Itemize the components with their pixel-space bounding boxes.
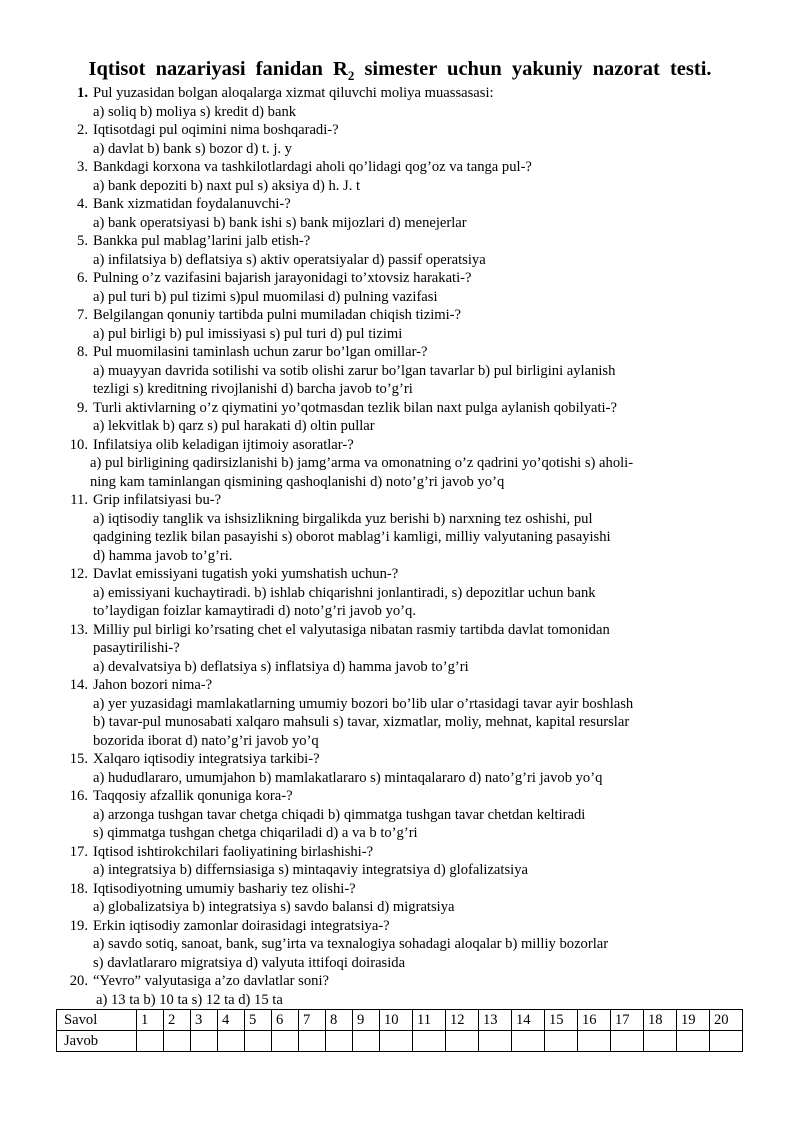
question-number: 17.	[69, 843, 88, 860]
answer-options: a) soliq b) moliya s) kredit d) bank	[93, 103, 297, 120]
answer-options: a) savdo sotiq, sanoat, bank, sug’irta va texnalogiya sohadagi aloqalar b) milliy bozorlar s) davlatlararo migratsiya d) valyuta ittifoqi doirasida	[93, 936, 609, 971]
question-item	[0, 232, 800, 269]
answer-options: a) pul birligining qadirsizlanishi b) jamg’arma va omonatning o’z qadrini yo’qotishi s) aholi- ning kam taminlangan qismining qashoqlanishi d) noto’g’ri javob yo’q	[90, 455, 634, 490]
question-number: 7.	[77, 307, 88, 323]
question-text: Iqtisodiyotning umumiy bashariy tez olishi-?	[93, 880, 356, 897]
question-text: Turli aktivlarning o’z qiymatini yo’qotmasdan tezlik bilan naxt pulga aylanish qobilyati-?	[93, 399, 617, 416]
answer-cell[interactable]	[413, 1031, 446, 1052]
question-number: 4.	[77, 196, 88, 212]
question-item	[0, 787, 800, 843]
question-item	[0, 676, 800, 750]
title-main: Iqtisot nazariyasi fanidan R	[88, 58, 348, 80]
answer-cell[interactable]	[446, 1031, 479, 1052]
question-item	[0, 195, 800, 232]
answer-table	[56, 1009, 743, 1052]
question-row-label: Savol	[57, 1010, 137, 1031]
answer-options: a) hududlararo, umumjahon b) mamlakatlararo s) mintaqalararo d) nato’g’ri javob yo’q	[93, 769, 603, 786]
answer-cell[interactable]	[710, 1031, 743, 1052]
answer-cell[interactable]	[245, 1031, 272, 1052]
question-text: Milliy pul birligi ko’rsating chet el valyutasiga nibatan rasmiy tartibda davlat tomonidan	[93, 621, 610, 638]
answer-cell[interactable]	[272, 1031, 299, 1052]
question-text: Infilatsiya olib keladigan ijtimoiy asoratlar-?	[93, 436, 354, 453]
question-text: Bankka pul mablag’larini jalb etish-?	[93, 233, 311, 249]
title-rest: simester uchun yakuniy nazorat testi.	[354, 58, 712, 80]
answer-cell[interactable]	[677, 1031, 710, 1052]
question-item	[0, 750, 800, 787]
question-number-cell: 2	[164, 1010, 191, 1031]
question-number-cell: 1	[137, 1010, 164, 1031]
answer-cell[interactable]	[578, 1031, 611, 1052]
answer-options: a) iqtisodiy tanglik va ishsizlikning birgalikda yuz berishi b) narxning tez oshishi, pul qadgining tezlik bilan pasayishi s) oborot mablag’i kamligi, milliy valyutaning pasayishi d) hamma javob to’g’ri.	[93, 510, 611, 564]
question-item	[0, 436, 800, 492]
question-number: 6.	[77, 270, 88, 286]
answer-options: a) bank depoziti b) naxt pul s) aksiya d) h. J. t	[93, 177, 361, 194]
question-number: 8.	[77, 344, 88, 360]
answer-options: a) davlat b) bank s) bozor d) t. j. y	[93, 140, 292, 157]
answer-options: a) lekvitlak b) qarz s) pul harakati d) oltin pullar	[93, 418, 375, 434]
question-number-cell: 12	[446, 1010, 479, 1031]
answer-options: a) muayyan davrida sotilishi va sotib olishi zarur bo’lgan tavarlar b) pul birligini aylanish tezligi s) kreditning rivojlanishi d) barcha javob to’g’ri	[93, 362, 616, 397]
answer-cell[interactable]	[164, 1031, 191, 1052]
question-text: “Yevro” valyutasiga a’zo davlatlar soni?	[93, 973, 329, 989]
question-text: Grip infilatsiyasi bu-?	[93, 492, 222, 508]
question-number-cell: 16	[578, 1010, 611, 1031]
answer-table-question-row	[57, 1010, 743, 1031]
question-number-cell: 7	[299, 1010, 326, 1031]
question-number: 9.	[77, 399, 88, 416]
question-item	[0, 343, 800, 399]
answer-cell[interactable]	[545, 1031, 578, 1052]
question-text: Iqtisod ishtirokchilari faoliyatining birlashishi-?	[93, 843, 374, 860]
question-number: 13.	[69, 621, 88, 638]
question-number-cell: 5	[245, 1010, 272, 1031]
question-text: Jahon bozori nima-?	[93, 677, 213, 693]
question-number: 12.	[69, 566, 88, 582]
question-item	[0, 880, 800, 917]
question-number: 3.	[77, 159, 88, 175]
question-number-cell: 19	[677, 1010, 710, 1031]
question-number: 16.	[69, 788, 88, 804]
question-item	[0, 621, 800, 677]
question-number: 1.	[77, 85, 88, 101]
answer-cell[interactable]	[299, 1031, 326, 1052]
answer-options: a) arzonga tushgan tavar chetga chiqadi b) qimmatga tushgan tavar chetdan keltiradi s) qimmatga tushgan chetga chiqariladi d) a va b to’g’ri	[93, 806, 586, 841]
answer-options: pasaytirilishi-? a) devalvatsiya b) deflatsiya s) inflatsiya d) hamma javob to’g’ri	[93, 640, 469, 675]
answer-cell[interactable]	[644, 1031, 677, 1052]
answer-cell[interactable]	[326, 1031, 353, 1052]
title-subscript: 2	[347, 68, 355, 84]
question-text: Erkin iqtisodiy zamonlar doirasidagi integratsiya-?	[93, 917, 390, 934]
question-item	[0, 491, 800, 565]
question-number: 14.	[69, 677, 88, 693]
question-number-cell: 13	[479, 1010, 512, 1031]
question-number: 10.	[69, 436, 88, 453]
question-number-cell: 17	[611, 1010, 644, 1031]
question-item	[0, 972, 800, 1009]
question-text: Pul yuzasidan bolgan aloqalarga xizmat qiluvchi moliya muassasasi:	[93, 85, 494, 101]
answer-options: a) globalizatsiya b) integratsiya s) savdo balansi d) migratsiya	[93, 899, 455, 915]
question-item	[0, 269, 800, 306]
answer-row-label: Javob	[57, 1031, 137, 1052]
answer-options: a) pul turi b) pul tizimi s)pul muomilasi d) pulning vazifasi	[93, 288, 438, 305]
question-list	[0, 84, 800, 1009]
question-number-cell: 4	[218, 1010, 245, 1031]
question-item	[0, 306, 800, 343]
answer-options: a) bank operatsiyasi b) bank ishi s) bank mijozlari d) menejerlar	[93, 214, 467, 231]
question-number-cell: 3	[191, 1010, 218, 1031]
question-number: 2.	[77, 122, 88, 138]
question-text: Bankdagi korxona va tashkilotlardagi aholi qo’lidagi qog’oz va tanga pul-?	[93, 159, 532, 175]
question-number-cell: 6	[272, 1010, 299, 1031]
question-number-cell: 10	[380, 1010, 413, 1031]
question-number: 15.	[69, 751, 88, 767]
question-number: 19.	[69, 917, 88, 934]
question-item	[0, 565, 800, 621]
question-number-cell: 11	[413, 1010, 446, 1031]
answer-cell[interactable]	[137, 1031, 164, 1052]
question-item	[0, 917, 800, 973]
answer-options: a) 13 ta b) 10 ta s) 12 ta d) 15 ta	[96, 991, 283, 1008]
answer-options: a) infilatsiya b) deflatsiya s) aktiv operatsiyalar d) passif operatsiya	[93, 251, 486, 268]
question-number-cell: 9	[353, 1010, 380, 1031]
question-number-cell: 20	[710, 1010, 743, 1031]
question-item	[0, 121, 800, 158]
answer-cell[interactable]	[353, 1031, 380, 1052]
question-number-cell: 15	[545, 1010, 578, 1031]
question-item	[0, 84, 800, 121]
answer-cell[interactable]	[380, 1031, 413, 1052]
answer-cell[interactable]	[479, 1031, 512, 1052]
question-text: Belgilangan qonuniy tartibda pulni mumiladan chiqish tizimi-?	[93, 307, 462, 323]
answer-cell[interactable]	[611, 1031, 644, 1052]
question-text: Taqqosiy afzallik qonuniga kora-?	[93, 788, 293, 804]
question-text: Bank xizmatidan foydalanuvchi-?	[93, 196, 291, 212]
answer-table-answer-row	[57, 1031, 743, 1052]
question-number-cell: 18	[644, 1010, 677, 1031]
answer-options: a) pul birligi b) pul imissiyasi s) pul turi d) pul tizimi	[93, 325, 403, 342]
question-number-cell: 8	[326, 1010, 353, 1031]
question-text: Pulning o’z vazifasini bajarish jarayonidagi to’xtovsiz harakati-?	[93, 270, 472, 286]
answer-cell[interactable]	[191, 1031, 218, 1052]
answer-options: a) emissiyani kuchaytiradi. b) ishlab chiqarishni jonlantiradi, s) depozitlar uchun bank to’laydigan foizlar kamaytiradi d) noto’g’ri javob yo’q.	[93, 584, 596, 619]
question-number: 20.	[69, 973, 88, 989]
question-text: Iqtisotdagi pul oqimini nima boshqaradi-?	[93, 122, 339, 138]
answer-options: a) yer yuzasidagi mamlakatlarning umumiy bozori bo’lib ular o’rtasidagi tavar ayir boshlash b) tavar-pul munosabati xalqaro mahsuli s) tavar, xizmatlar, moliy, mehnat, kapital resurslar bozorida iborat d) nato’g’ri javob yo’q	[93, 695, 634, 749]
page-title	[0, 58, 800, 84]
question-number: 18.	[69, 880, 88, 897]
question-text: Xalqaro iqtisodiy integratsiya tarkibi-?	[93, 751, 320, 767]
question-item	[0, 158, 800, 195]
question-number: 11.	[70, 492, 88, 508]
answer-cell[interactable]	[512, 1031, 545, 1052]
answer-options: a) integratsiya b) differnsiasiga s) mintaqaviy integratsiya d) glofalizatsiya	[93, 862, 528, 878]
question-text: Pul muomilasini taminlash uchun zarur bo’lgan omillar-?	[93, 344, 428, 360]
question-item	[0, 399, 800, 436]
answer-cell[interactable]	[218, 1031, 245, 1052]
question-text: Davlat emissiyani tugatish yoki yumshatish uchun-?	[93, 566, 399, 582]
question-number-cell: 14	[512, 1010, 545, 1031]
question-item	[0, 843, 800, 880]
question-number: 5.	[77, 233, 88, 249]
